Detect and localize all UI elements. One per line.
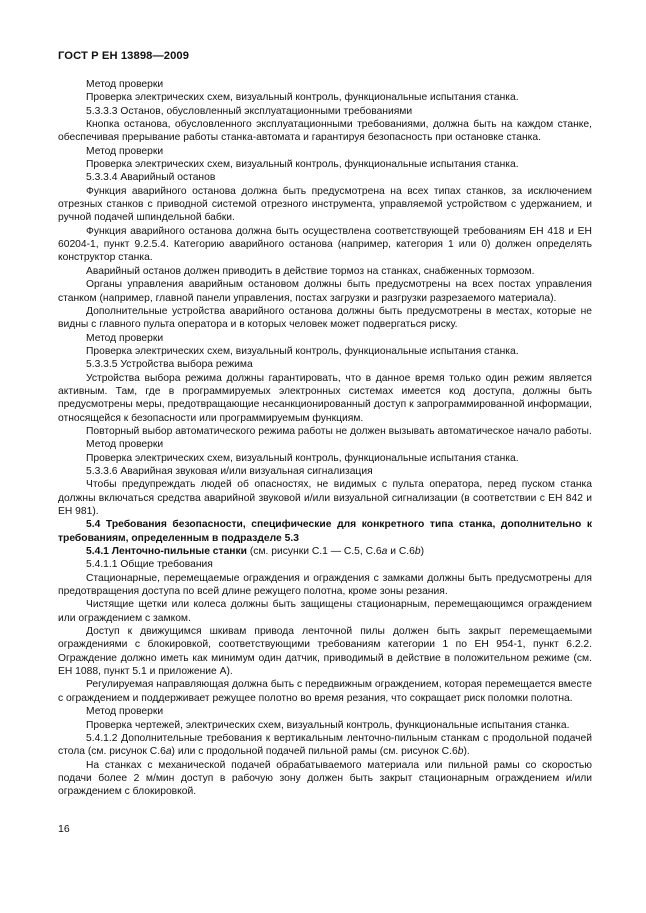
paragraph: Проверка чертежей, электрических схем, визуальный контроль, функциональные испытания станка. [86,719,570,731]
paragraph: Доступ к движущимся шкивам привода ленточной пилы должен быть закрыт перемещаемыми ограждениями с блокировкой, соответствующими требованиям категории 1 по ЕН 954-1, пункт 6.2.2. Ограждение должно иметь как минимум один датчик, приводимый в действие в положительном режиме (см. ЕН 1088, пункт 5.1 и приложение А). [58,626,592,678]
subsection-title: 5.4.1 Ленточно-пильные станки [86,546,248,558]
paragraph: Органы управления аварийным остановом должны быть предусмотрены на всех постах управления станком (например, главной панели управления, постах загрузки и разгрузки разрезаемого материала). [58,279,592,304]
paragraph: Проверка электрических схем, визуальный контроль, функциональные испытания станка. [86,159,519,171]
paragraph: Функция аварийного останова должна быть осуществлена соответствующей требованиям ЕН 418 и ЕН 60204-1, пункт 9.2.5.4. Категорию аварийного останова (например, категория 1 или 0) должен определять конструктор станка. [58,225,592,264]
paragraph: Аварийный останов должен приводить в действие тормоз на станках, снабженных тормозом. [86,265,535,277]
paragraph: Метод проверки [86,79,164,90]
paragraph: Функция аварийного останова должна быть предусмотрена на всех типах станков, за исключением отрезных станков с приводной системой отрезного инструмента, управляемой устройством с удержанием, и ручной подачей шпиндельной бабки. [58,185,592,224]
clause-heading: 5.3.3.3 Останов, обусловленный эксплуатационными требованиями [86,105,413,117]
paragraph-text: ) или с продольной подачей пильной рамы (см. рисунок С.6 [171,746,458,758]
paragraph: Проверка электрических схем, визуальный контроль, функциональные испытания станка. [86,92,519,104]
paragraph: Стационарные, перемещаемые ограждения и ограждения с замками должны быть предусмотрены для предотвращения доступа по всей длине режущего полотна, кроме зоны резания. [58,572,592,598]
clause-heading: 5.3.3.6 Аварийная звуковая и/или визуальная сигнализация [86,465,373,477]
figure-ref-italic: а [165,746,172,758]
clause-heading: 5.3.3.5 Устройства выбора режима [86,359,253,371]
page-number: 16 [58,823,70,835]
figure-ref-text: ) [420,546,425,558]
figure-ref-text: (см. рисунки С.1 — С.5, С.6 [247,546,382,558]
paragraph: Проверка электрических схем, визуальный контроль, функциональные испытания станка. [86,452,519,464]
figure-ref-text: и С.6 [387,546,415,558]
figure-ref-italic: b [457,746,464,758]
figure-ref-italic: b [414,546,421,558]
paragraph: Кнопка останова, обусловленного эксплуатационными требованиями, должна быть на каждом станке, обеспечивая прерывание работы станка-автомата и гарантируя безопасность при остановке станка. [58,119,592,144]
paragraph: Чистящие щетки или колеса должны быть защищены стационарным, перемещающимся ограждением или ограждением с замком. [58,599,592,624]
paragraph [58,732,592,759]
paragraph: Чтобы предупреждать людей об опасностях, не видимых с пульта оператора, перед пуском станка должны включаться средства аварийной звуковой и/или визуальной сигнализации (в соответствии с ЕН 842 и ЕН 981). [58,479,592,517]
paragraph: Метод проверки [86,145,164,157]
paragraph: Проверка электрических схем, визуальный контроль, функциональные испытания станка. [86,345,519,357]
standard-header: ГОСТ Р ЕН 13898—2009 [58,50,190,62]
paragraph-text: 5.4.1.2 Дополнительные требования к вертикальным ленточно-пильным станкам с продольной подачей стола (см. рисунок С.6 [58,732,592,758]
figure-ref-italic: а [381,546,388,558]
paragraph: Устройства выбора режима должны гарантировать, что в данное время только один режим является активным. Там, где в программируемых электронных системах имеется код доступа, должны быть предусмотрены меры, предотвращающие несанкционированный доступ к запрограммированной информации, относящейся к безопасности или программируемым функциям. [58,372,592,424]
clause-heading: 5.4.1.1 Общие требования [86,559,213,571]
paragraph-text: ). [463,746,470,758]
paragraph: Метод проверки [86,706,164,718]
paragraph: Повторный выбор автоматического режима работы не должен вызывать автоматическое начало работы. [86,425,592,437]
paragraph: На станках с механической подачей обрабатываемого материала или пильной рамы со скоростью подачи более 2 м/мин доступ в рабочую зону должен быть закрыт стационарным ограждением и/или ограждением с блокировкой. [58,759,592,798]
paragraph: Дополнительные устройства аварийного останова должны быть предусмотрены в местах, которые не видны с главного пульта оператора и в которых человек может подвергаться риску. [58,305,592,331]
paragraph: Регулируемая направляющая должна быть с передвижным ограждением, которая перемещается вместе с ограждением и поддерживает режущее полотно во время резания, что сокращает риск поломки полотна. [58,679,592,704]
document-body [58,78,592,799]
subsection-heading [58,545,592,558]
paragraph: Метод проверки [86,439,164,451]
clause-heading: 5.3.3.4 Аварийный останов [86,172,216,184]
section-heading: 5.4 Требования безопасности, специфические для конкретного типа станка, дополнительно к требованиям, определенным в подразделе 5.3 [58,519,592,544]
paragraph: Метод проверки [86,332,164,344]
